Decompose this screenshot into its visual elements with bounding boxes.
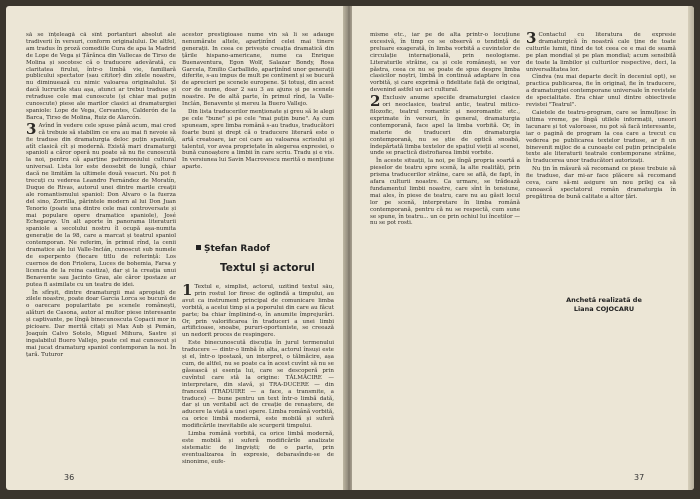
signoff-label: Anchetă realizată de xyxy=(566,296,642,304)
paragraph: Cîndva (nu mai departe decît în deceniul opt), se practica publicarea, fie în original, fie în traducere, a dramaturgiei contemporane universale în revistele de specialitate. Era chiar unul dintre obiectivele revistei "Teatrul". xyxy=(526,74,676,109)
page-number: 36 xyxy=(64,473,75,482)
paragraph-text: Contactul cu literatura de expresie dramaturgică în noastră cale ține de toate culturile lumii, fiind de tot ceea ce e mai de seamă pe plan mondial și pe plan mondial; acum sensibilă de toate la limbilor și culturilor respective, deci, la universalitatea lor. xyxy=(526,32,676,73)
left-page-column-2-top xyxy=(182,32,334,240)
paragraph-text: Exclusiv anume speciile dramaturgiei clasice ori neoclasice, teatrul antic, teatrul mitico-filozofic, teatrul romantic și neoromantic etc., exprimate în versuri, în general, dramaturgia contemporană, face apel la limba vorbită. Or, în materie de traduceri din dramaturgia contemporană, nu se știe de optică snoabă, îndepărtată limba textelor de spațiul vieții al scenei, unde se practică distrofiarea limbii vorbite. xyxy=(370,95,520,157)
paragraph xyxy=(182,284,334,339)
left-page xyxy=(6,6,346,490)
drop-cap: 3 xyxy=(26,119,37,138)
paragraph: Nu țin în măsură să recomand ce piese trebuie să fie traduse, dar mi-ar face plăcere să recomand ceva, care să-mi asigure un nou prilej ca să cunoască spectatorul român dramaturgia în pregătirea de bună calitate a altor țări. xyxy=(526,166,676,200)
paragraph: misme etc., iar pe de alta printr-o locuțiune excesivă, în timp ce se observă o tendință de preluare exagerată, în limba vorbită a cuvintelor de circulație internațională, prin neologisme. Literaturile străine, ca și cele românești, se vor păstra, ceea ce nu se poate de spus despre limba clasicilor noștri, limbă în continuă adaptare în cea vorbită, și care exprimă o fidelitate față de original, devenind astfel un act cultural. xyxy=(370,32,520,94)
paragraph: În sfîrșit, dintre dramaturgii mai apropiați de zilele noastre, poate doar García Lorca se bucură de o oarecare popularitate pe scenele românești, alături de Casona, autor al multor piese interesante și captivante, pe lîngă binecunoscuta Copacii mor in picioare. Dar merită citați și Max Aub și Pemán, Joaquín Calvo Sotelo, Miguel Mihura, Sastre și ingalabilul Buero Vallejo, poate cel mai cunoscut și mai jucat dramaturg spaniol contemporan la noi. În țară. Tuturor xyxy=(26,289,176,358)
right-page-column-1 xyxy=(370,32,520,476)
article-author: Ștefan Radof xyxy=(196,244,270,254)
paragraph xyxy=(370,92,520,157)
paragraph: Caietele de teatru-program, care se înmulțesc în ultima vreme, pe lîngă utilele informații, uneori lacunare și tot valoroase, nu pot să facă interesante, iar o pagină de program la cea care a trecut cu vederea pe publicarea textelor traduse, ar fi un binevenit mijloc de a cunoaște cel puțin principalele texte ale literaturii teatrale contemporane străine, în traducerea unor traducători autorizați. xyxy=(526,109,676,165)
paragraph: Din lista traducerilor menționate și greu să le alegi pe cele "bune" și pe cele "mai puțin bune". Aș cum spuneam, spre limba română s-au tradus, traducători foarte buni și drept că o traducere literară este o artă creatoare, iar cei care au valoarea scrisului și talentul, vor avea proprietate în alegerea expresiei, o bună cunoaștere a limbii în care scriu. Tradu și e vis. In versiunea lui Savin Macrovescu merită o mențiune aparte. xyxy=(182,108,334,171)
paragraph: Este binecunoscută discuția în jurul termenului traducere — dintr-o limbă în alta, actorul însuși este și el, într-o ipostază, un interpret, o tălmăcire, așa cum, de altfel, nu se poate ca în acest cuvînt să nu se găsească și esența lui, care se descoperă prin cuvîntul care stă la origine: TĂLMĂCIRE — interpretare, din slavă, și TRA-DUCERE — din franceză (TRADUIRE — a face, a transmite, a traduce) — bune pentru un text într-o limbă dată, dar și un veritabil act de creație de renaștere, de aducere la viață a unei opere. Limba română vorbită, ca orice limbă modernă, este mobilă și suferă modificările inevitabile ale scurgerii timpului. xyxy=(182,340,334,430)
right-page xyxy=(352,6,694,490)
signoff-name: Liana COJOCARU xyxy=(573,305,635,313)
right-page-column-2 xyxy=(526,32,676,287)
drop-cap: 3 xyxy=(526,32,537,47)
left-page-column-2-bottom xyxy=(182,284,334,478)
drop-cap: 1 xyxy=(182,284,193,299)
left-page-column-1 xyxy=(26,32,176,476)
survey-signoff xyxy=(538,296,670,314)
article-title: Textul și actorul xyxy=(220,262,315,274)
paragraph: În aceste situații, la noi, pe lîngă propria soartă a pieselor de teatru spre scenă, la alte realități, prin prisma traducerilor străine, care se află, de fapt, în afara culturii noastre. Ca urmare, se trădează fundamentul limbii noastre, care sînt în tensiune, mai ales, în piese de teatru, care nu au găsit locul lor pe scenă, interpretare în limba română contemporană, pentru că nu se respectă, cum sune se spune, în teatru... un ce prin ochiul lui încetilor — nu se pot rosti. xyxy=(370,158,520,227)
paragraph-text: Textul e, simplist, actorul, uzitînd textul său, prin rostul lor firesc de oglindă a timpului, au avut ca instrument principal de comunicare limba vorbită, a acelui timp și a poporului din care au făcut parte; ba chiar împlinind-o, în anumite împrejurări. Or, prin valorificarea în traduceri a unei limbi artificioase, snoabe, pururi-oportuniste, se creează un nedorit proces de respingere. xyxy=(182,284,334,339)
page-edge xyxy=(688,6,694,490)
paragraph: să se înțeleagă că sînt portanturi absolut ale tradiverii în versuri, conform originalului. De altfel, am tradus în proză comediile Cura de apa la Madrid de Lope de Vega și Țărănca din Vallecas de Tirso de Molina și socotesc că o traducere adevărată, cu claritatea firului, într-o limbă vie, familiară publicului spectator (sau cititor) din zilele noastre, nu diminuează cu nimic valoarea originalului. Și dacă lucrurile stau așa, atunci ar trebui traduse și retraduse cele mai cunoscute (și chiar mai puțin cunoscute) piese ale marilor clasici ai dramaturgiei spaniole: Lope de Vega, Cervantes, Calderón de la Barca, Tirso de Molina, Ruiz de Alarcón. xyxy=(26,32,176,121)
paragraph xyxy=(526,32,676,73)
drop-cap: 2 xyxy=(370,92,381,111)
paragraph xyxy=(26,119,176,289)
paragraph: acestor prestigioase nume vin să li se adauge nenumărate altele, aparținînd celei mai tinere generații. In ceea ce privește creația dramatică din țările hispano-americane, nume ca Enrique Buenaventura, Egon Wolf, Salazar Bondy, Rosa Garcela, Emilio Carballido, aparținînd unor generații diferite, s-au impus de mult pe continent și se bucură de aprecieri pe scenele europene. Și totuși, din acest cor de nume, doar 2 sau 3 au ajuns și pe scenele noastre. Pe de altă parte, în primul rînd, la Valle-Inclán, Benavente și mereu la Buero Vallejo. xyxy=(182,32,334,108)
paragraph-text: Avînd în vedere cele spuse până acum, mai cred că trebuie să stabilim ce era au mai fi nevoie să fie traduse din dramaturgia deloc puțin spaniolă, atît clasică cît și modernă. Există mari dramaturgi spanioli a căror operă nu poate să nu fie cunoscută la noi, pentru că aparține patrimoniului cultural universal. Lista lor este deosebit de lungă, chiar dacă ne limităm la ultimele două veacuri. Nu pot fi trecuți cu vederea Leandro Fernández de Moratín, Duque de Rivas, autorul unei dintre marile creații ale romantismului spaniol: Don Alvaro o la fuerza del sino, Zorrilla, părintele modern al lui Don Juan Tenorio (poate una dintre cele mai controversate și mai populare opere dramatice spaniole), José Echegaray. Un alt aporte în panorama literaturii spaniole a secolului nostru îl ocupă așa-numita generație de la 98, care a marcat și teatrul spaniol contemporan. Ne referim, în primul rînd, la cenii dramatice ale lui Valle-Inclán, cunoscut sub numele de esperpento (fiecare titlu de referință: Los cuernos de don Friolera, Luces de bohemia, Farsa y licencia de la reina castiza), dar și la creația unui Benavente sau Jacinto Grau, ale căror ipostaze ar putea fi asimilate cu un teatru de idei. xyxy=(26,122,176,288)
square-bullet-icon xyxy=(196,245,201,250)
page-number: 37 xyxy=(634,473,645,482)
paragraph: Limba română vorbită, ca orice limbă modernă, este mobilă și suferă modificările analizate sistematic de lingviști; de o parte, prin eventualizarea în expresie, debarasîndu-se de sinonime, eufe- xyxy=(182,431,334,465)
